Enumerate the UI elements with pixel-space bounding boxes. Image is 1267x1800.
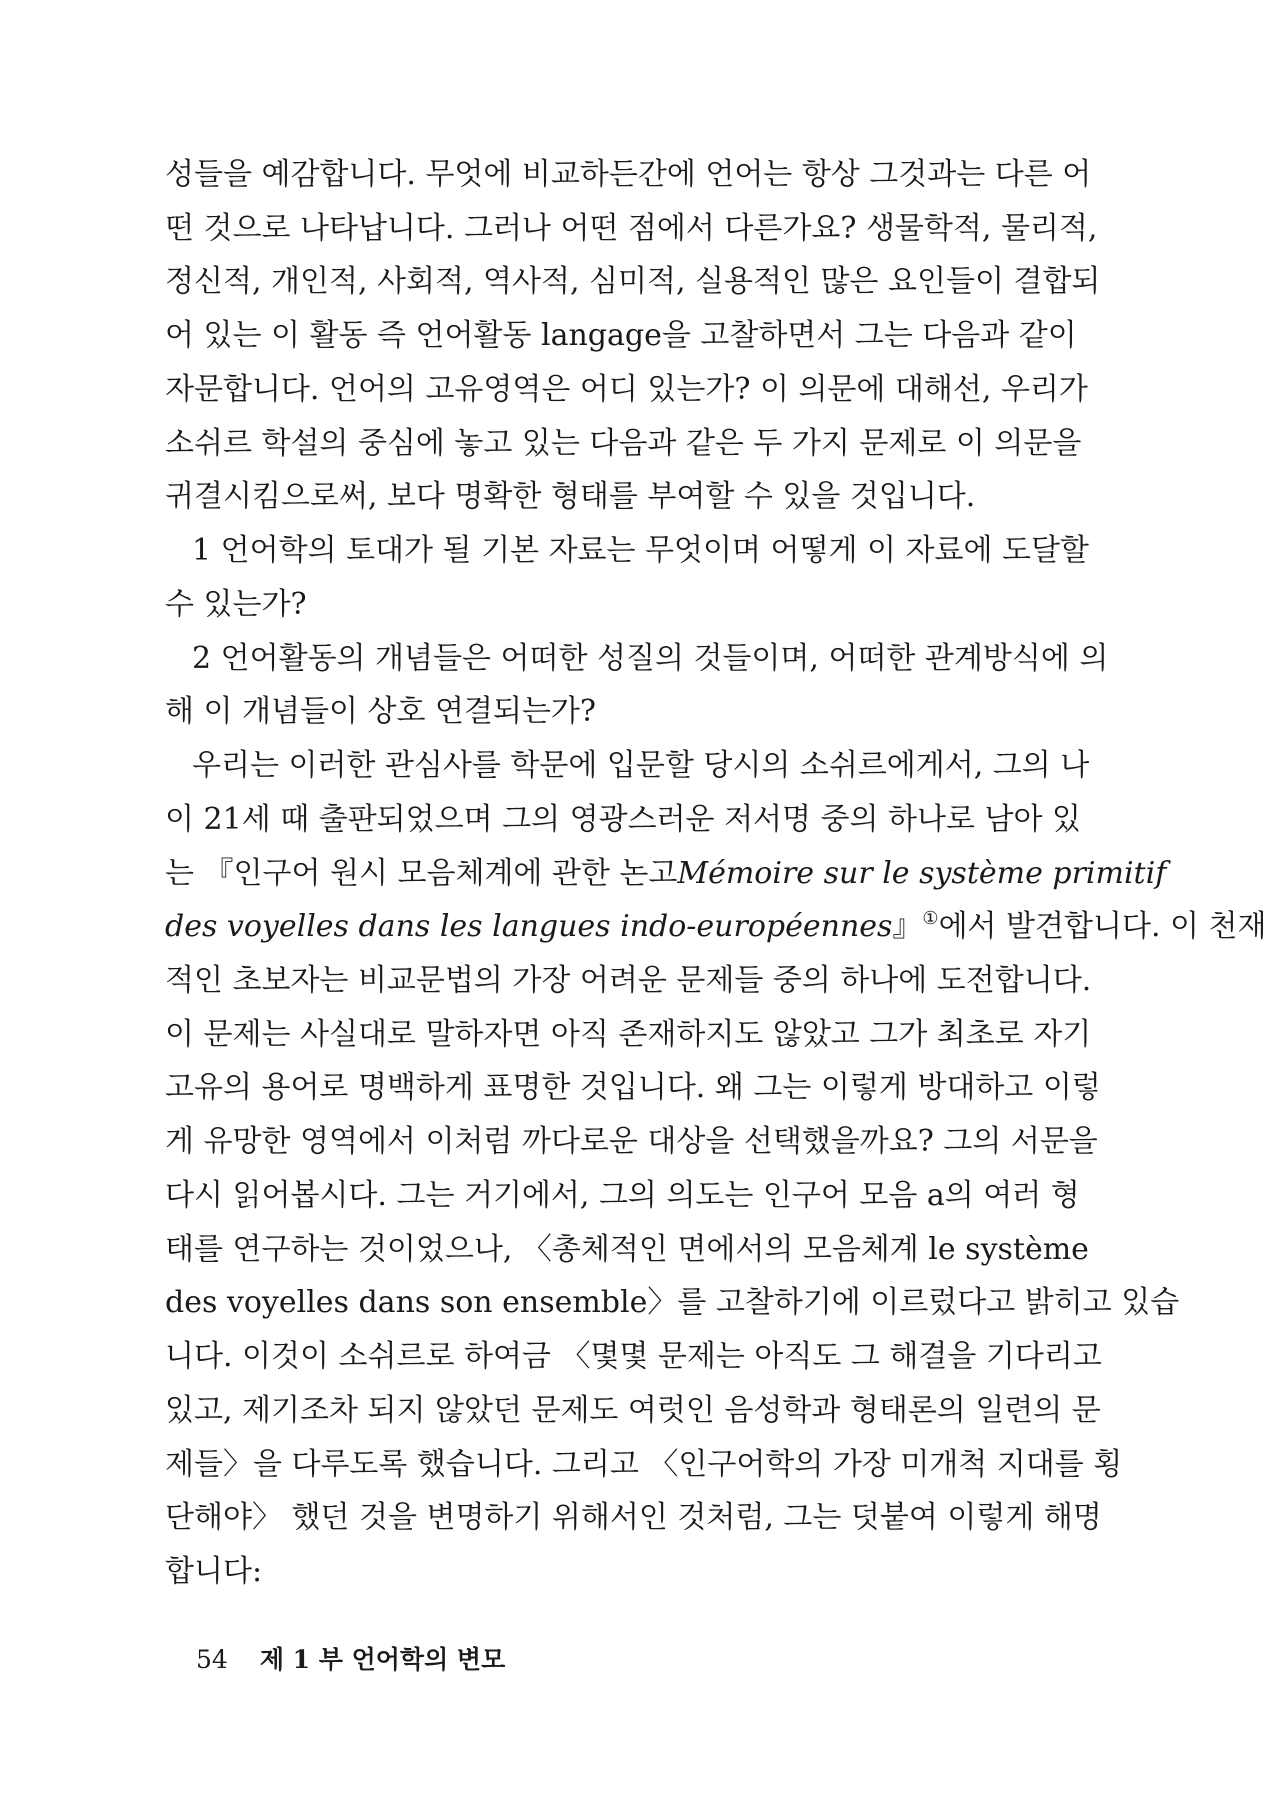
paragraph-start-line: 우리는 이러한 관심사를 학문에 입문할 당시의 소쉬르에게서, 그의 나 bbox=[192, 748, 1090, 783]
body-text-line: 떤 것으로 나타납니다. 그러나 어떤 점에서 다른가요? 생물학적, 물리적, bbox=[165, 211, 1098, 246]
numbered-question-1: 1 언어학의 토대가 될 기본 자료는 무엇이며 어떻게 이 자료에 도달할 bbox=[192, 533, 1089, 568]
page-number: 54 bbox=[196, 1645, 228, 1674]
body-text-line: 합니다: bbox=[165, 1554, 263, 1589]
running-footer-title: 제 1 부 언어학의 변모 bbox=[259, 1645, 506, 1674]
body-text-line: 해 이 개념들이 상호 연결되는가? bbox=[165, 694, 596, 729]
body-text-line: 소쉬르 학설의 중심에 놓고 있는 다음과 같은 두 가지 문제로 이 의문을 bbox=[165, 426, 1082, 461]
footnote-marker: ① bbox=[922, 908, 939, 929]
body-text-line: 제들〉을 다루도록 했습니다. 그리고 〈인구어학의 가장 미개척 지대를 횡 bbox=[165, 1447, 1123, 1482]
body-text-line: 태를 연구하는 것이었으나, 〈총체적인 면에서의 모음체계 le système bbox=[165, 1232, 1089, 1267]
body-text-line: 정신적, 개인적, 사회적, 역사적, 심미적, 실용적인 많은 요인들이 결합되 bbox=[165, 264, 1101, 299]
body-text-line: 있고, 제기조차 되지 않았던 문제도 여럿인 음성학과 형태론의 일련의 문 bbox=[165, 1393, 1101, 1428]
body-text-line-with-title bbox=[165, 847, 1167, 901]
body-text-line: des voyelles dans son ensemble〉를 고찰하기에 이르렀다고 밝히고 있습 bbox=[165, 1285, 1180, 1320]
body-text-line: 자문합니다. 언어의 고유영역은 어디 있는가? 이 의문에 대해선, 우리가 bbox=[165, 372, 1088, 407]
page-footer bbox=[196, 1640, 505, 1676]
body-text-line: 귀결시킴으로써, 보다 명확한 형태를 부여할 수 있을 것입니다. bbox=[165, 479, 976, 514]
body-text-line: 다시 읽어봅시다. 그는 거기에서, 그의 의도는 인구어 모음 a의 여러 형 bbox=[165, 1178, 1080, 1213]
body-text-line: 고유의 용어로 명백하게 표명한 것입니다. 왜 그는 이렇게 방대하고 이렇 bbox=[165, 1070, 1101, 1105]
body-text-line: 수 있는가? bbox=[165, 587, 307, 622]
text-segment: 에서 발견합니다. 이 천재 bbox=[938, 909, 1267, 944]
body-text-line: 적인 초보자는 비교문법의 가장 어려운 문제들 중의 하나에 도전합니다. bbox=[165, 963, 1092, 998]
body-text-line-with-title bbox=[165, 900, 1267, 954]
numbered-question-2: 2 언어활동의 개념들은 어떠한 성질의 것들이며, 어떠한 관계방식에 의 bbox=[192, 641, 1109, 676]
body-text-line: 성들을 예감합니다. 무엇에 비교하든간에 언어는 항상 그것과는 다른 어 bbox=[165, 157, 1092, 192]
italic-title: des voyelles dans les langues indo-européennes bbox=[165, 909, 893, 944]
text-segment: 는 『인구어 원시 모음체계에 관한 논고 bbox=[165, 856, 678, 891]
body-text-line: 이 문제는 사실대로 말하자면 아직 존재하지도 않았고 그가 최초로 자기 bbox=[165, 1017, 1092, 1052]
body-text-line: 단해야〉 했던 것을 변명하기 위해서인 것처럼, 그는 덧붙여 이렇게 해명 bbox=[165, 1500, 1102, 1535]
body-text-line: 게 유망한 영역에서 이처럼 까다로운 대상을 선택했을까요? 그의 서문을 bbox=[165, 1124, 1098, 1159]
italic-title: Mémoire sur le système primitif bbox=[677, 856, 1167, 891]
body-text-line: 니다. 이것이 소쉬르로 하여금 〈몇몇 문제는 아직도 그 해결을 기다리고 bbox=[165, 1339, 1102, 1374]
closing-bracket: 』 bbox=[892, 909, 923, 944]
body-text-line: 어 있는 이 활동 즉 언어활동 langage을 고찰하면서 그는 다음과 같이 bbox=[165, 318, 1077, 353]
body-text-line: 이 21세 때 출판되었으며 그의 영광스러운 저서명 중의 하나로 남아 있 bbox=[165, 802, 1081, 837]
